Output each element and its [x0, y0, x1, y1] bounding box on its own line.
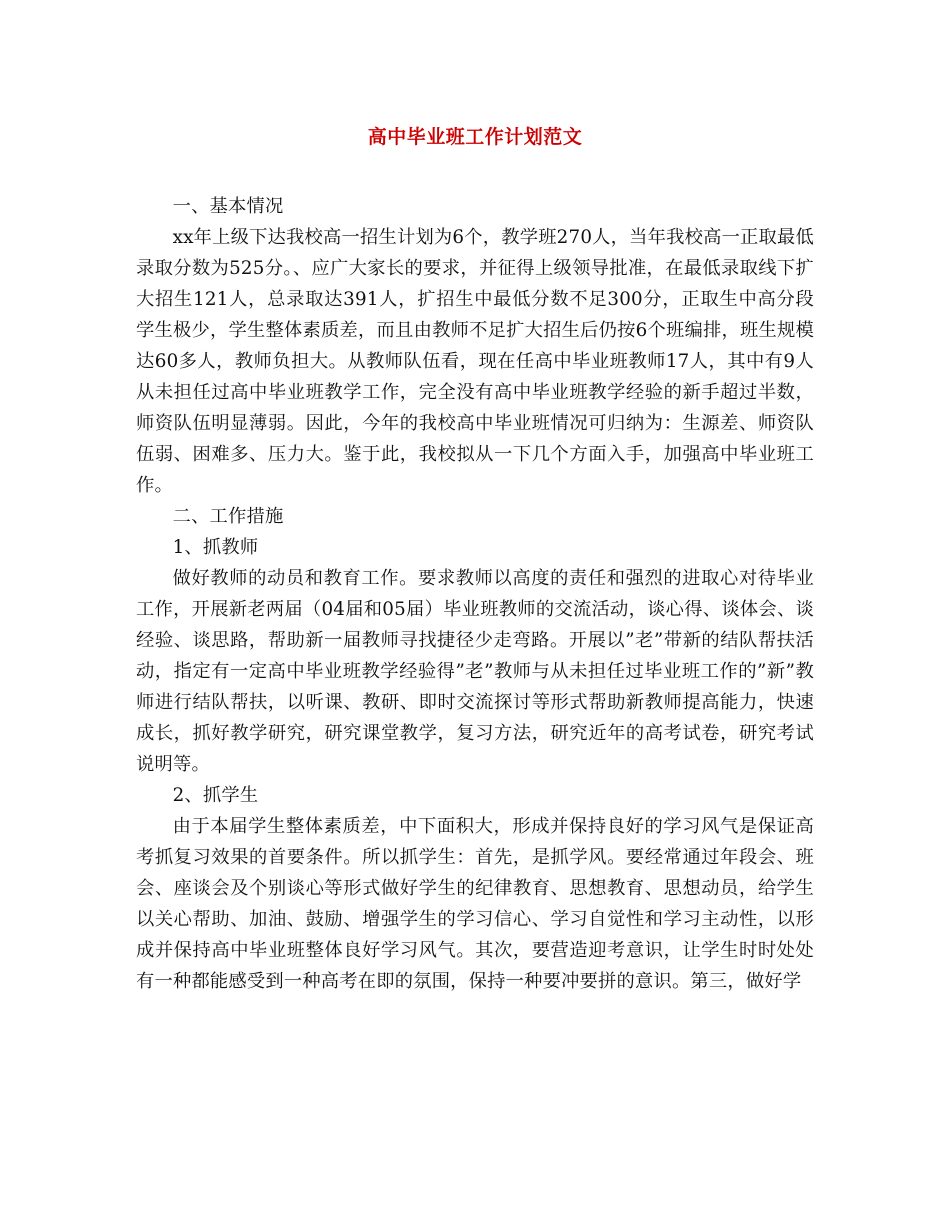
subheading-teachers: 1、抓教师: [172, 537, 259, 558]
paragraph-teachers: 做好教师的动员和教育工作。要求教师以高度的责任和强烈的进取心对待毕业工作，开展新老两届（04届和05届）毕业班教师的交流活动，谈心得、谈体会、谈经验、谈思路，帮助新一届教师寻找捷径少走弯路。开展以”老”带新的结队帮扶活动，指定有一定高中毕业班教学经验得”老”教师与从未担任过毕业班工作的”新”教师进行结队帮扶，以听课、教研、即时交流探讨等形式帮助新教师提高能力，快速成长，抓好教学研究，研究课堂教学，复习方法，研究近年的高考试卷，研究考试说明等。: [136, 568, 814, 775]
section-heading-work-measures: 二、工作措施: [172, 506, 284, 527]
subheading-students: 2、抓学生: [172, 785, 259, 806]
paragraph-basic-situation: xx年上级下达我校高一招生计划为6个，教学班270人，当年我校高一正取最低录取分数为525分。、应广大家长的要求，并征得上级领导批准，在最低录取线下扩大招生121人，总录取达391人，扩招生中最低分数不足300分，正取生中高分段学生极少，学生整体素质差，而且由教师不足扩大招生后仍按6个班编排，班生规模达60多人，教师负担大。从教师队伍看，现在任高中毕业班教师17人，其中有9人从未担任过高中毕业班教学工作，完全没有高中毕业班教学经验的新手超过半数，师资队伍明显薄弱。因此，今年的我校高中毕业班情况可归纳为：生源差、师资队伍弱、困难多、压力大。鉴于此，我校拟从一下几个方面入手，加强高中毕业班工作。: [136, 227, 814, 496]
document-body: [136, 191, 814, 997]
section-heading-basic-situation: 一、基本情况: [172, 196, 284, 217]
document-title: 高中毕业班工作计划范文: [367, 126, 583, 148]
paragraph-students: 由于本届学生整体素质差，中下面积大，形成并保持良好的学习风气是保证高考抓复习效果的首要条件。所以抓学生：首先，是抓学风。要经常通过年段会、班会、座谈会及个别谈心等形式做好学生的纪律教育、思想教育、思想动员，给学生以关心帮助、加油、鼓励、增强学生的学习信心、学习自觉性和学习主动性，以形成并保持高中毕业班整体良好学习风气。其次，要营造迎考意识，让学生时时处处有一种都能感受到一种高考在即的氛围，保持一种要冲要拼的意识。第三，做好学: [136, 816, 814, 992]
